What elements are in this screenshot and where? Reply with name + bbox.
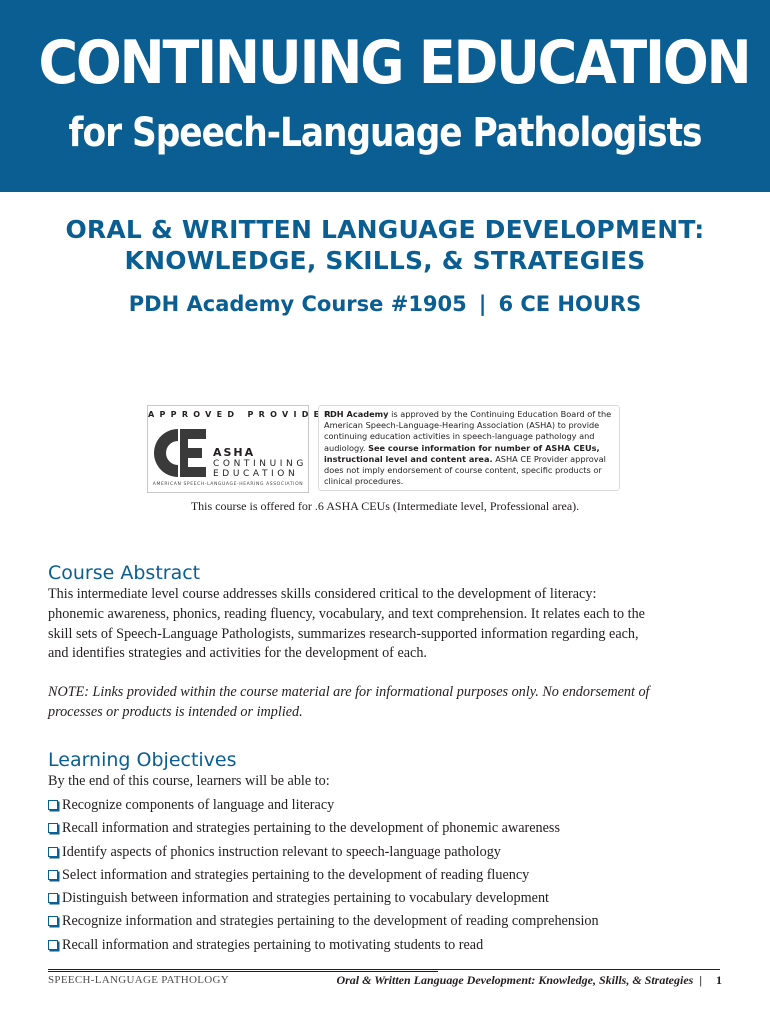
footer-section-label: SPEECH-LANGUAGE PATHOLOGY — [48, 974, 229, 986]
checkbox-icon — [48, 847, 58, 857]
approved-provider-label: APPROVED PROVIDER — [148, 410, 336, 419]
course-meta-separator: | — [478, 292, 487, 316]
course-title-line-1: ORAL & WRITTEN LANGUAGE DEVELOPMENT: — [65, 215, 705, 244]
objective-item — [48, 936, 599, 959]
footer-divider-short — [48, 971, 438, 972]
course-number: PDH Academy Course #1905 — [128, 292, 467, 316]
learning-objectives-heading: Learning Objectives — [48, 749, 237, 771]
objective-item — [48, 843, 599, 866]
objective-item — [48, 889, 599, 912]
objective-item — [48, 866, 599, 889]
abstract-line: and identifies strategies and activities for the development of each. — [48, 645, 427, 662]
course-hours: 6 CE HOURS — [498, 292, 642, 316]
header-banner — [0, 0, 770, 192]
approval-text-bold: See course information for number of ASHA CEUs, instructional level and content area. — [324, 442, 600, 464]
objective-text: Distinguish between information and strategies pertaining to vocabulary development — [62, 890, 549, 907]
checkbox-icon — [48, 823, 58, 833]
objective-text: Recall information and strategies pertaining to motivating students to read — [62, 936, 484, 953]
course-title-line-2: KNOWLEDGE, SKILLS, & STRATEGIES — [124, 246, 646, 275]
abstract-line: This intermediate level course addresses skills considered critical to the development of literacy: — [48, 586, 597, 602]
objective-text: Identify aspects of phonics instruction relevant to speech-language pathology — [62, 843, 501, 860]
abstract-line: skill sets of Speech-Language Pathologists, summarizes research-supported information regarding each, — [48, 625, 639, 642]
checkbox-icon — [48, 800, 58, 810]
note-line: NOTE: Links provided within the course material are for informational purposes only. No endorsement of — [48, 684, 650, 700]
objectives-list — [48, 796, 599, 959]
course-abstract-heading: Course Abstract — [48, 562, 201, 584]
asha-approved-provider-badge — [147, 405, 336, 493]
approval-text-2: ASHA CE Provider approval does not imply endorsement of course content, specific products or clinical procedures. — [324, 453, 606, 487]
banner-title: CONTINUING EDUCATION — [38, 28, 750, 98]
objective-item — [48, 819, 599, 842]
page-number: 1 — [716, 973, 722, 987]
ce-logo-icon — [154, 425, 210, 481]
course-meta — [0, 290, 770, 318]
checkbox-icon — [48, 893, 58, 903]
objective-item — [48, 796, 599, 819]
education-label: EDUCATION — [213, 469, 299, 479]
asha-approval-statement — [318, 405, 620, 491]
objective-text: Select information and strategies pertaining to the development of reading fluency — [62, 866, 530, 883]
checkbox-icon — [48, 870, 58, 880]
asha-label: ASHA — [213, 446, 256, 459]
association-label: AMERICAN SPEECH-LANGUAGE-HEARING ASSOCIATION — [152, 482, 304, 487]
continuing-label: CONTINUING — [213, 459, 307, 469]
course-abstract-body — [48, 585, 728, 664]
footer-course-title — [336, 973, 722, 988]
banner-subtitle: for Speech-Language Pathologists — [68, 110, 702, 156]
abstract-line: phonemic awareness, phonics, reading fluency, vocabulary, and text comprehension. It relates each to the — [48, 605, 645, 622]
footer-title-text: Oral & Written Language Development: Knowledge, Skills, & Strategies — [336, 973, 694, 987]
disclaimer-note — [48, 683, 728, 722]
footer-divider — [48, 969, 720, 970]
checkbox-icon — [48, 916, 58, 926]
objective-text: Recognize information and strategies pertaining to the development of reading comprehension — [62, 913, 599, 930]
objective-item — [48, 912, 599, 935]
ceu-offered-text: This course is offered for .6 ASHA CEUs (Intermediate level, Professional area). — [190, 499, 580, 513]
checkbox-icon — [48, 940, 58, 950]
objective-text: Recognize components of language and literacy — [62, 797, 335, 813]
objective-text: Recall information and strategies pertaining to the development of phonemic awareness — [62, 820, 560, 837]
footer-pipe: | — [699, 973, 702, 987]
approval-text-1: is approved by the Continuing Education Board of the American Speech-Language-Hearing Association (ASHA) to provide continuing education activities in speech-language pathology and audiology. — [324, 409, 612, 453]
course-title — [0, 214, 770, 276]
objectives-intro: By the end of this course, learners will be able to: — [48, 773, 330, 789]
note-line: processes or products is intended or implied. — [48, 703, 303, 720]
provider-name: PDH Academy — [324, 409, 389, 419]
